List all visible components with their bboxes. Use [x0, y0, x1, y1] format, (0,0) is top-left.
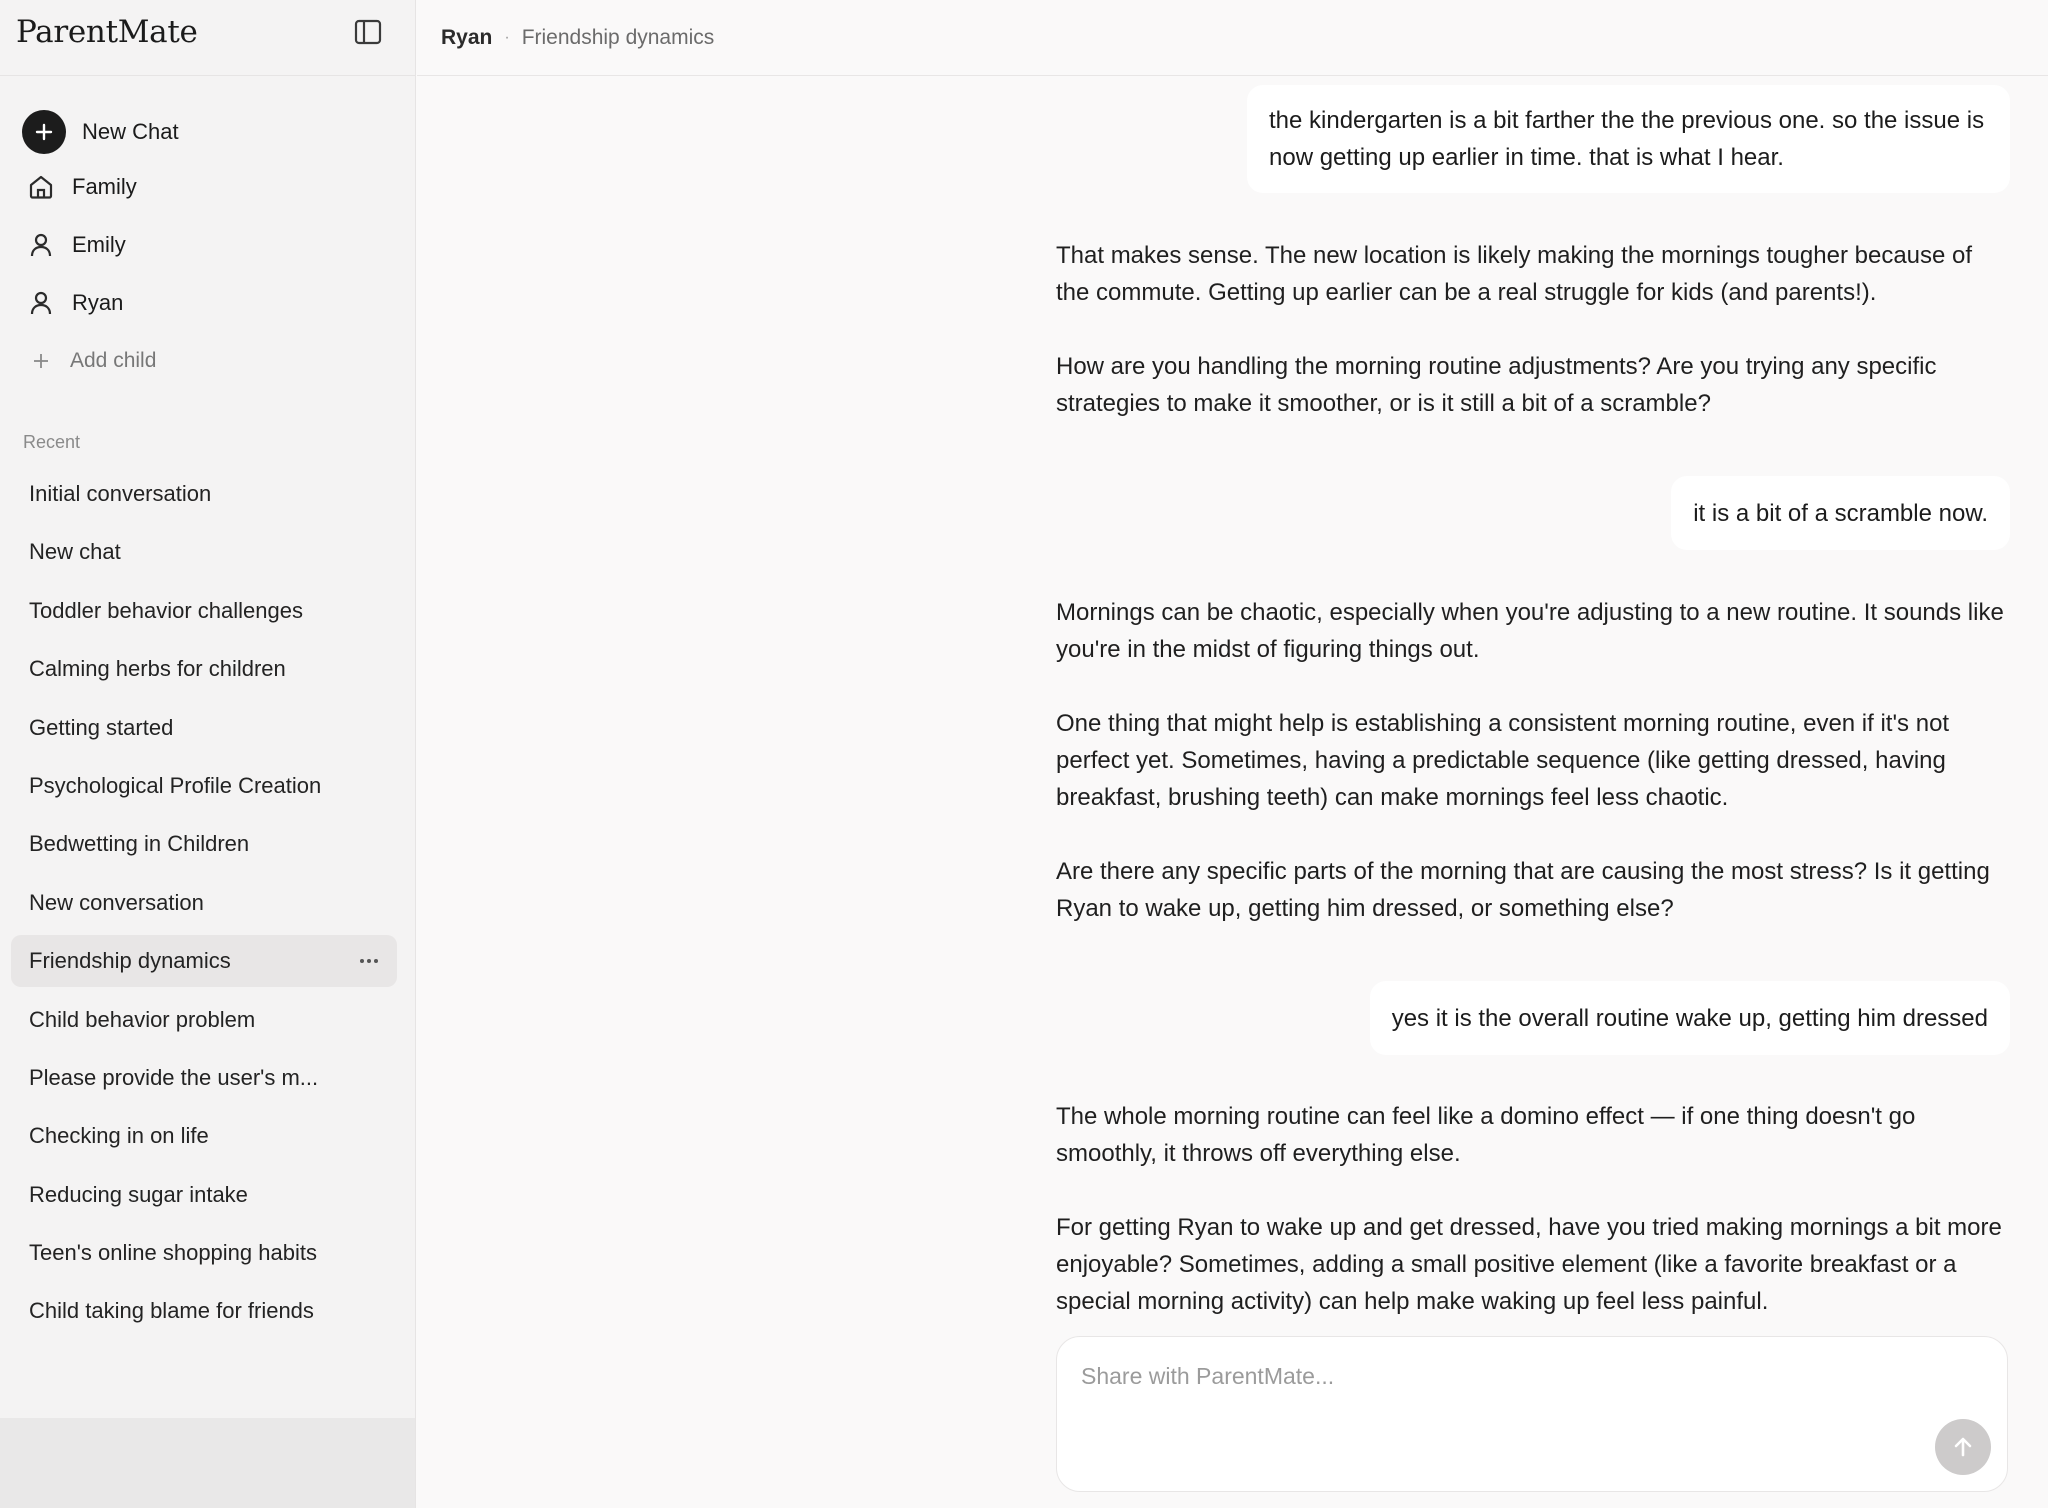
user-message	[1370, 981, 2010, 1055]
sidebar-toggle-icon	[354, 19, 382, 45]
recent-chat-item[interactable]: Initial conversation	[29, 481, 212, 506]
message-text: it is a bit of a scramble now.	[1693, 499, 1988, 527]
sidebar-toggle-button[interactable]	[352, 16, 384, 48]
sidebar-item-label: Family	[72, 174, 137, 199]
message-text: yes it is the overall routine wake up, getting him dressed	[1391, 1004, 1988, 1032]
message-input[interactable]	[1081, 1363, 1961, 1413]
message-paragraph: The whole morning routine can feel like a domino effect — if one thing doesn't go smoothly, it throws off everything else.	[1056, 1103, 1916, 1167]
recent-chat-label: Friendship dynamics	[29, 948, 231, 974]
breadcrumb-topic: Friendship dynamics	[521, 25, 715, 49]
recent-chat-item[interactable]: Please provide the user's m...	[29, 1064, 319, 1090]
plus-icon	[22, 110, 66, 154]
sidebar	[0, 0, 416, 1508]
message-paragraph: That makes sense. The new location is likely making the mornings tougher because of the commute. Getting up earlier can be a real struggle for kids (and parents!).	[1056, 242, 1973, 306]
recent-chat-item[interactable]: Getting started	[29, 714, 174, 740]
assistant-message	[1056, 237, 2010, 422]
recent-chat-item[interactable]: Calming herbs for children	[29, 656, 286, 682]
sidebar-item-label: Ryan	[72, 290, 124, 315]
breadcrumb-child[interactable]: Ryan	[441, 25, 493, 49]
message-paragraph: One thing that might help is establishing a consistent morning routine, even if it's not perfect yet. Sometimes, having a predictable sequence (like getting dressed, having breakfast, brushing teeth) can make mornings feel less chaotic.	[1056, 710, 1950, 811]
message-composer	[1056, 1336, 2008, 1492]
person-icon	[26, 230, 56, 260]
recent-chat-item[interactable]: New chat	[29, 539, 121, 565]
recent-chat-item[interactable]: Reducing sugar intake	[29, 1181, 248, 1207]
assistant-message	[1056, 1098, 2010, 1320]
message-paragraph: For getting Ryan to wake up and get dressed, have you tried making mornings a bit more enjoyable? Sometimes, adding a small positive element (like a favorite breakfast or a special morning activity) can help make waking up feel less painful.	[1056, 1214, 2002, 1315]
more-options-icon[interactable]	[357, 949, 381, 973]
breadcrumb	[417, 0, 2048, 76]
recent-chat-item[interactable]: Checking in on life	[29, 1123, 209, 1149]
message-paragraph: Mornings can be chaotic, especially when you're adjusting to a new routine. It sounds like you're in the midst of figuring things out.	[1056, 599, 2004, 663]
plus-icon	[26, 346, 56, 376]
add-child-label: Add child	[70, 349, 157, 372]
sidebar-item-family[interactable]	[22, 158, 392, 216]
sidebar-header	[0, 0, 415, 76]
new-chat-button[interactable]	[22, 110, 179, 154]
new-chat-label: New Chat	[82, 119, 179, 144]
recent-chat-item-active[interactable]	[11, 935, 397, 987]
recent-chat-item[interactable]: New conversation	[29, 889, 204, 915]
add-child-button[interactable]	[22, 332, 392, 390]
profile-list	[22, 158, 392, 390]
breadcrumb-separator: ·	[504, 28, 510, 46]
recent-section-label: Recent	[23, 432, 81, 452]
recent-chat-item[interactable]: Psychological Profile Creation	[29, 772, 322, 798]
recent-chat-item[interactable]: Toddler behavior challenges	[29, 597, 303, 623]
message-text: the kindergarten is a bit farther the the previous one. so the issue is now getting up earlier in time. that is what I hear.	[1269, 107, 1985, 171]
home-icon	[26, 172, 56, 202]
assistant-message	[1056, 594, 2010, 927]
recent-chat-item[interactable]: Teen's online shopping habits	[29, 1240, 317, 1266]
sidebar-footer	[0, 1418, 415, 1508]
user-message	[1671, 476, 2010, 550]
send-button[interactable]	[1935, 1419, 1991, 1475]
sidebar-item-ryan[interactable]	[22, 274, 392, 332]
message-paragraph: Are there any specific parts of the morning that are causing the most stress? Is it getting Ryan to wake up, getting him dressed, or something else?	[1056, 858, 1990, 922]
sidebar-item-emily[interactable]	[22, 216, 392, 274]
message-paragraph: How are you handling the morning routine adjustments? Are you trying any specific strategies to make it smoother, or is it still a bit of a scramble?	[1056, 353, 1937, 417]
recent-chat-item[interactable]: Bedwetting in Children	[29, 831, 250, 857]
arrow-up-icon	[1951, 1435, 1975, 1459]
recent-chat-item[interactable]: Child behavior problem	[29, 1006, 256, 1032]
sidebar-item-label: Emily	[72, 232, 126, 257]
recent-chat-list	[11, 468, 397, 1344]
user-message	[1247, 85, 2010, 193]
recent-chat-item[interactable]: Child taking blame for friends	[29, 1298, 314, 1324]
person-icon	[26, 288, 56, 318]
app-logo: ParentMate	[16, 14, 198, 50]
